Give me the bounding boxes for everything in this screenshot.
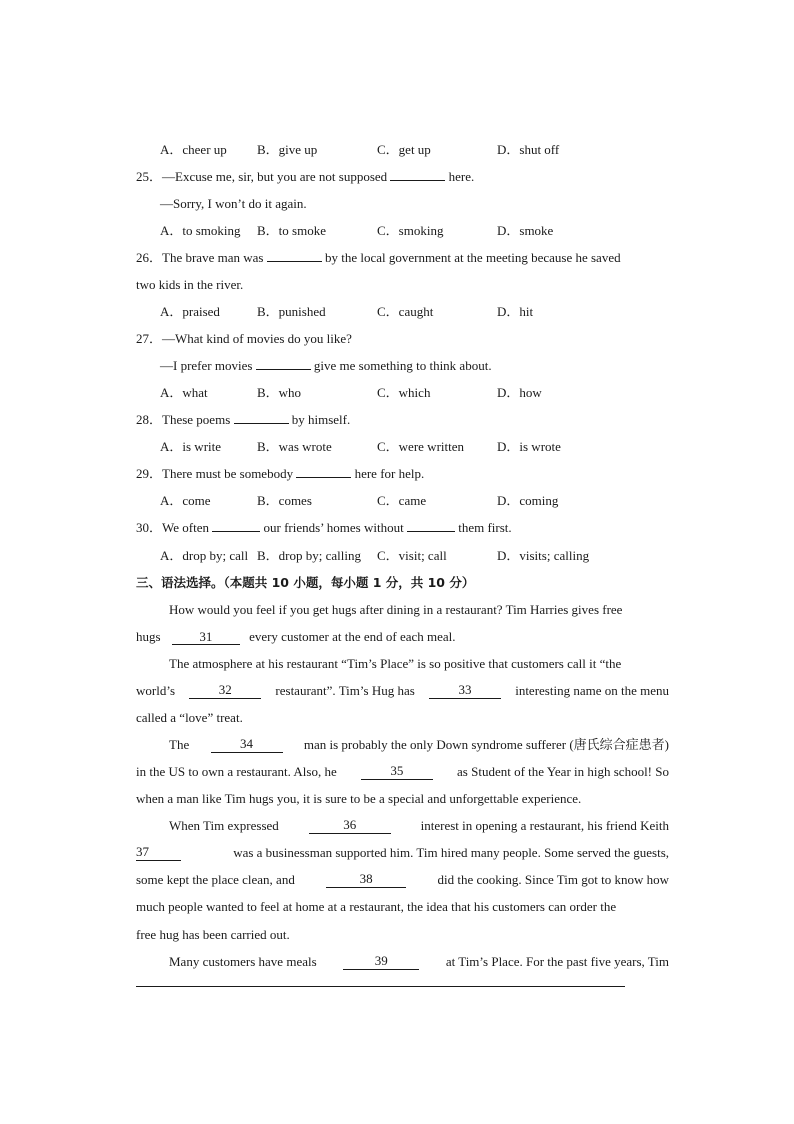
- q28-option-c: C．were written: [377, 439, 465, 454]
- q29-option-c: C．came: [377, 493, 427, 508]
- answer-blank: [296, 477, 351, 478]
- question-number: 25．: [136, 169, 163, 184]
- q26-stem: 26．The brave man was by the local government at the meeting because he saved: [136, 250, 621, 265]
- q27-stem: 27．—What kind of movies do you like?: [136, 331, 352, 346]
- q29-option-a: A．come: [160, 493, 211, 508]
- q25-option-a: A．to smoking: [160, 223, 241, 238]
- q29-stem: 29．There must be somebody here for help.: [136, 466, 425, 481]
- q28-option-d: D．is wrote: [497, 439, 561, 454]
- passage-line: when a man like Tim hugs you, it is sure to be a special and unforgettable experience.: [136, 791, 582, 806]
- q29-option-b: B．comes: [257, 493, 312, 508]
- q28-option-b: B．was wrote: [257, 439, 332, 454]
- answer-blank-37: 37: [136, 845, 181, 861]
- question-number: 30．: [136, 520, 163, 535]
- passage-line: free hug has been carried out.: [136, 927, 290, 942]
- q26-options: [0, 304, 794, 320]
- q30-option-a: A．drop by; call: [160, 548, 249, 563]
- q26-stem-continued: two kids in the river.: [136, 277, 244, 292]
- q25-stem: 25．—Excuse me, sir, but you are not supposed here.: [136, 169, 475, 184]
- q27-option-b: B．who: [257, 385, 302, 400]
- question-number: 26．: [136, 250, 163, 265]
- q28-stem: 28．These poems by himself.: [136, 412, 351, 427]
- page-bottom-rule: [136, 986, 625, 987]
- q29-options: [0, 493, 794, 509]
- answer-blank-38: 38: [326, 872, 406, 888]
- answer-blank-36: 36: [309, 818, 391, 834]
- answer-blank: [390, 180, 445, 181]
- q25-option-b: B．to smoke: [257, 223, 326, 238]
- q27-options: [0, 385, 794, 401]
- question-number: 29．: [136, 466, 163, 481]
- q27-response: —I prefer movies give me something to think about.: [160, 358, 492, 373]
- passage-line: 37 was a businessman supported him. Tim hired many people. Some served the guests,: [136, 844, 669, 860]
- passage-line: in the US to own a restaurant. Also, he 35 as Student of the Year in high school! So: [136, 763, 669, 779]
- q26-option-d: D．hit: [497, 304, 534, 319]
- passage-line: much people wanted to feel at home at a restaurant, the idea that his customers can order the: [136, 899, 617, 914]
- q27-option-d: D．how: [497, 385, 542, 400]
- q27-option-c: C．which: [377, 385, 431, 400]
- answer-blank-39: 39: [343, 954, 419, 970]
- answer-blank: [212, 531, 260, 532]
- q24-option-c: C．get up: [377, 142, 431, 157]
- q30-option-c: C．visit; call: [377, 548, 447, 563]
- q26-option-c: C．caught: [377, 304, 434, 319]
- passage-line: The 34 man is probably the only Down syndrome sufferer (唐氏综合症患者): [169, 736, 669, 752]
- passage-line: How would you feel if you get hugs after dining in a restaurant? Tim Harries gives free: [169, 602, 623, 617]
- answer-blank: [407, 531, 455, 532]
- q25-response: —Sorry, I won’t do it again.: [160, 196, 307, 211]
- section-heading: 三、语法选择。（本题共 10 小题，每小题 1 分，共 10 分）: [136, 575, 475, 590]
- passage-line: When Tim expressed 36 interest in opening a restaurant, his friend Keith: [169, 817, 669, 833]
- q30-option-b: B．drop by; calling: [257, 548, 361, 563]
- answer-blank: [234, 423, 289, 424]
- q28-option-a: A．is write: [160, 439, 222, 454]
- q29-option-d: D．coming: [497, 493, 559, 508]
- q26-option-b: B．punished: [257, 304, 326, 319]
- passage-line: some kept the place clean, and 38 did the cooking. Since Tim got to know how: [136, 871, 669, 887]
- passage-line: called a “love” treat.: [136, 710, 243, 725]
- q24-options: [0, 142, 794, 158]
- q25-option-c: C．smoking: [377, 223, 444, 238]
- q27-option-a: A．what: [160, 385, 208, 400]
- q24-option-a: A．cheer up: [160, 142, 227, 157]
- q24-option-b: B．give up: [257, 142, 318, 157]
- answer-blank-35: 35: [361, 764, 433, 780]
- q30-stem: 30．We often our friends’ homes without them first.: [136, 520, 512, 535]
- q25-options: [0, 223, 794, 239]
- answer-blank-33: 33: [429, 683, 501, 699]
- answer-blank: [267, 261, 322, 262]
- question-number: 27．: [136, 331, 163, 346]
- q30-option-d: D．visits; calling: [497, 548, 590, 563]
- question-number: 28．: [136, 412, 163, 427]
- passage-line: hugs 31 every customer at the end of each meal.: [136, 629, 456, 644]
- q30-options: [0, 548, 794, 564]
- answer-blank: [256, 369, 311, 370]
- answer-blank-31: 31: [172, 630, 240, 645]
- q24-option-d: D．shut off: [497, 142, 560, 157]
- q25-option-d: D．smoke: [497, 223, 554, 238]
- passage-line: Many customers have meals 39 at Tim’s Place. For the past five years, Tim: [169, 953, 669, 969]
- passage-line: The atmosphere at his restaurant “Tim’s Place” is so positive that customers call it “the: [169, 656, 622, 671]
- answer-blank-34: 34: [211, 737, 283, 753]
- answer-blank-32: 32: [189, 683, 261, 699]
- q28-options: [0, 439, 794, 455]
- passage-line: world’s 32 restaurant”. Tim’s Hug has 33 interesting name on the menu: [136, 682, 669, 698]
- q26-option-a: A．praised: [160, 304, 220, 319]
